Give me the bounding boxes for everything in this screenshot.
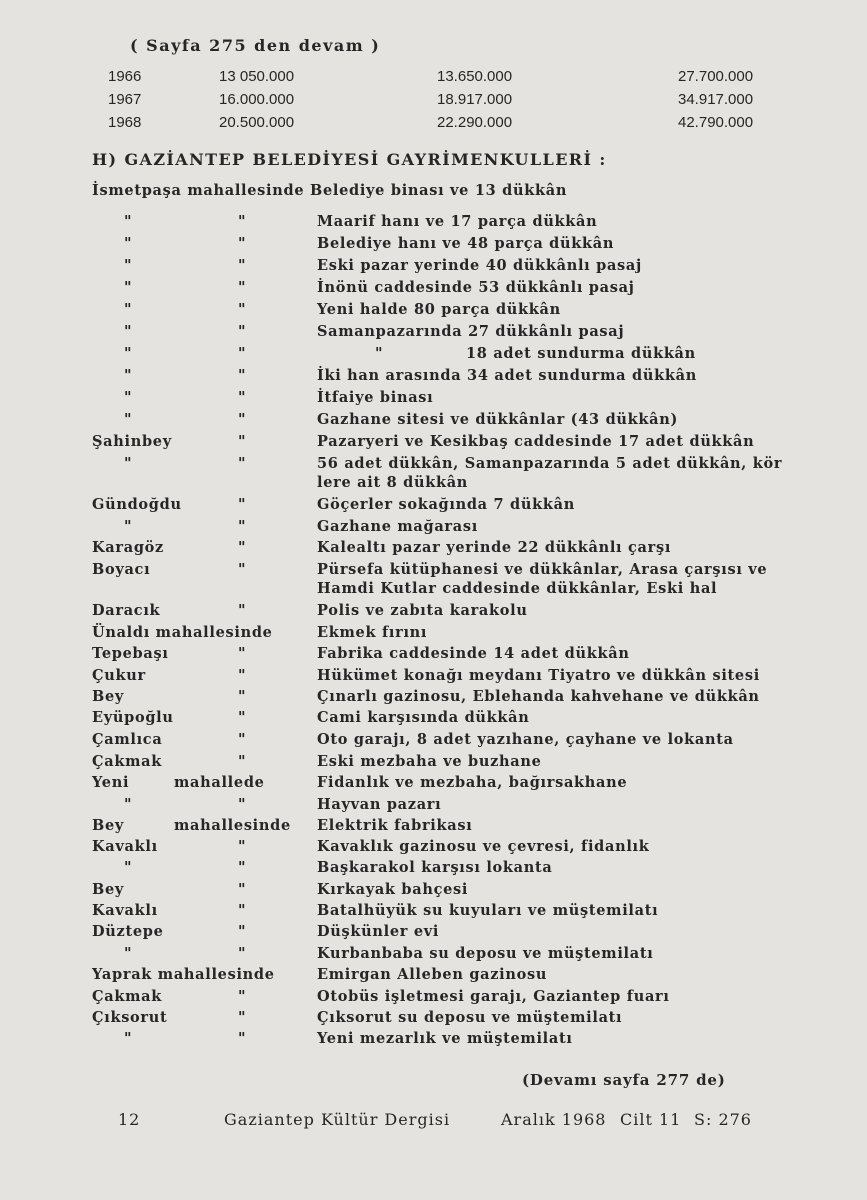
property-row	[92, 751, 782, 772]
property-district: "	[124, 945, 133, 962]
property-district-suffix: "	[238, 1009, 247, 1026]
property-row	[92, 643, 782, 664]
property-district: Çamlıca	[92, 731, 163, 748]
property-row	[92, 707, 782, 728]
property-district-suffix: "	[238, 539, 247, 556]
property-district: Eyüpoğlu	[92, 709, 174, 726]
property-row	[92, 900, 782, 921]
property-district: Yaprak mahallesinde	[92, 966, 275, 983]
property-description: Otobüs işletmesi garajı, Gaziantep fuarı	[317, 988, 670, 1005]
property-district: Tepebaşı	[92, 645, 169, 662]
section-heading: H) GAZİANTEP BELEDİYESİ GAYRİMENKULLERİ :	[92, 150, 607, 169]
property-district-suffix: "	[238, 1030, 247, 1047]
property-district: Bey	[92, 881, 125, 898]
property-description: Kurbanbaba su deposu ve müştemilatı	[317, 945, 654, 962]
property-district: "	[124, 796, 133, 813]
property-district: Karagöz	[92, 539, 164, 556]
property-district: Düztepe	[92, 923, 164, 940]
property-district-suffix: "	[238, 561, 247, 578]
finance-year: 1967	[108, 91, 142, 108]
property-district: Gündoğdu	[92, 496, 182, 513]
property-district: "	[124, 235, 133, 252]
finance-value-b: 13.650.000	[437, 68, 513, 85]
property-row	[92, 921, 782, 942]
property-district: "	[124, 367, 133, 384]
property-district-suffix: "	[238, 796, 247, 813]
property-district-suffix: "	[238, 838, 247, 855]
property-district: Ünaldı mahallesinde	[92, 624, 273, 641]
property-row	[92, 772, 782, 793]
property-row	[92, 879, 782, 900]
property-description: Pazaryeri ve Kesikbaş caddesinde 17 adet dükkân	[317, 433, 755, 450]
property-district: Kavaklı	[92, 902, 158, 919]
property-row	[92, 537, 782, 558]
property-row	[92, 494, 782, 515]
property-district-suffix: "	[238, 279, 247, 296]
property-district-suffix: "	[238, 602, 247, 619]
property-row	[92, 365, 782, 386]
property-row	[92, 1007, 782, 1028]
property-district-suffix: "	[238, 945, 247, 962]
property-district-suffix: "	[238, 667, 247, 684]
property-row	[92, 729, 782, 750]
property-district: "	[124, 859, 133, 876]
property-row	[92, 255, 782, 276]
property-description: Gazhane sitesi ve dükkânlar (43 dükkân)	[317, 411, 679, 428]
property-description: Gazhane mağarası	[317, 518, 478, 535]
property-district-suffix: "	[238, 688, 247, 705]
property-district: Bey	[92, 688, 125, 705]
property-district: "	[124, 213, 133, 230]
property-description: Ekmek fırını	[317, 624, 428, 641]
property-description: Yeni halde 80 parça dükkân	[317, 301, 561, 318]
property-description: Eski mezbaha ve buzhane	[317, 753, 542, 770]
continued-on-note: (Devamı sayfa 277 de)	[522, 1071, 726, 1089]
property-district-suffix: "	[238, 496, 247, 513]
property-district: Daracık	[92, 602, 161, 619]
property-description: Elektrik fabrikası	[317, 817, 473, 834]
property-description: Hükümet konağı meydanı Tiyatro ve dükkân sitesi	[317, 667, 760, 684]
property-district-suffix: "	[238, 433, 247, 450]
property-row	[92, 857, 782, 878]
property-description: İnönü caddesinde 53 dükkânlı pasaj	[317, 279, 635, 296]
property-district-suffix: "	[238, 345, 247, 362]
property-row	[92, 516, 782, 537]
finance-value-b: 22.290.000	[437, 114, 513, 131]
property-description: Hamdi Kutlar caddesinde dükkânlar, Eski hal	[317, 580, 718, 597]
property-row	[92, 343, 782, 364]
property-district-suffix: "	[238, 389, 247, 406]
property-row	[92, 600, 782, 621]
property-row	[92, 180, 782, 201]
property-description: Fabrika caddesinde 14 adet dükkân	[317, 645, 630, 662]
property-district: Kavaklı	[92, 838, 158, 855]
property-district: Çıksorut	[92, 1009, 168, 1026]
volume: Cilt 11	[620, 1110, 682, 1129]
property-district-suffix: "	[238, 753, 247, 770]
property-row	[92, 964, 782, 985]
property-district: "	[124, 323, 133, 340]
property-row	[92, 453, 782, 474]
property-description: Yeni mezarlık ve müştemilatı	[317, 1030, 573, 1047]
property-district: "	[124, 389, 133, 406]
property-district-suffix: "	[238, 213, 247, 230]
property-district-suffix: "	[238, 411, 247, 428]
property-row	[92, 387, 782, 408]
property-district: Yeni	[92, 774, 130, 791]
property-row	[92, 409, 782, 430]
property-row	[92, 665, 782, 686]
finance-value-b: 18.917.000	[437, 91, 513, 108]
property-district: İsmetpaşa mahallesinde Belediye binası ve 13 dükkân	[92, 182, 568, 199]
property-district-suffix: "	[238, 709, 247, 726]
property-row	[92, 794, 782, 815]
property-row	[92, 986, 782, 1007]
property-district: "	[124, 301, 133, 318]
property-row	[92, 472, 782, 493]
finance-value-c: 42.790.000	[678, 114, 754, 131]
property-district: Boyacı	[92, 561, 151, 578]
property-district: Çakmak	[92, 753, 162, 770]
property-district-suffix: "	[238, 988, 247, 1005]
property-district: Çakmak	[92, 988, 162, 1005]
property-district: "	[124, 455, 133, 472]
property-district-suffix: "	[238, 518, 247, 535]
property-row	[92, 321, 782, 342]
property-district-suffix: mahallede	[174, 774, 265, 791]
property-description: Emirgan Alleben gazinosu	[317, 966, 548, 983]
property-description: Batalhüyük su kuyuları ve müştemilatı	[317, 902, 659, 919]
property-district: Çukur	[92, 667, 146, 684]
finance-value-c: 27.700.000	[678, 68, 754, 85]
property-district: Bey	[92, 817, 125, 834]
property-district-suffix: mahallesinde	[174, 817, 291, 834]
property-row	[92, 233, 782, 254]
property-description: İki han arasında 34 adet sundurma dükkân	[317, 367, 697, 384]
property-description: Oto garajı, 8 adet yazıhane, çayhane ve lokanta	[317, 731, 734, 748]
property-row	[92, 431, 782, 452]
property-description: Cami karşısında dükkân	[317, 709, 530, 726]
property-description: İtfaiye binası	[317, 389, 434, 406]
property-description: Kalealtı pazar yerinde 22 dükkânlı çarşı	[317, 539, 672, 556]
property-district-suffix: "	[238, 881, 247, 898]
property-district: "	[124, 1030, 133, 1047]
property-district: "	[124, 257, 133, 274]
property-description: Kırkayak bahçesi	[317, 881, 469, 898]
property-description: "	[375, 345, 384, 362]
property-description: Pürsefa kütüphanesi ve dükkânlar, Arasa çarşısı ve	[317, 561, 768, 578]
issue-page: S: 276	[694, 1110, 752, 1129]
property-row	[92, 559, 782, 580]
property-district: "	[124, 518, 133, 535]
finance-value-c: 34.917.000	[678, 91, 754, 108]
property-description: Maarif hanı ve 17 parça dükkân	[317, 213, 598, 230]
property-description: Polis ve zabıta karakolu	[317, 602, 528, 619]
property-row	[92, 578, 782, 599]
finance-value-a: 16.000.000	[219, 91, 295, 108]
property-description: Çınarlı gazinosu, Eblehanda kahvehane ve dükkân	[317, 688, 760, 705]
finance-value-a: 13 050.000	[219, 68, 295, 85]
property-description: Samanpazarında 27 dükkânlı pasaj	[317, 323, 625, 340]
property-district-suffix: "	[238, 367, 247, 384]
page-number: 12	[118, 1110, 141, 1129]
property-district-suffix: "	[238, 323, 247, 340]
property-district-suffix: "	[238, 731, 247, 748]
property-row	[92, 943, 782, 964]
property-district-suffix: "	[238, 923, 247, 940]
property-row	[92, 815, 782, 836]
property-row	[92, 622, 782, 643]
property-description: Kavaklık gazinosu ve çevresi, fidanlık	[317, 838, 650, 855]
property-district-suffix: "	[238, 235, 247, 252]
property-district: "	[124, 411, 133, 428]
property-description: Fidanlık ve mezbaha, bağırsakhane	[317, 774, 628, 791]
journal-name: Gaziantep Kültür Dergisi	[224, 1110, 451, 1129]
property-district-suffix: "	[238, 645, 247, 662]
property-description-continued: 18 adet sundurma dükkân	[466, 345, 696, 362]
property-district: "	[124, 279, 133, 296]
property-district: "	[124, 345, 133, 362]
property-district-suffix: "	[238, 301, 247, 318]
finance-year: 1966	[108, 68, 142, 85]
property-row	[92, 686, 782, 707]
finance-value-a: 20.500.000	[219, 114, 295, 131]
property-description: Çıksorut su deposu ve müştemilatı	[317, 1009, 623, 1026]
property-description: Göçerler sokağında 7 dükkân	[317, 496, 575, 513]
property-district-suffix: "	[238, 859, 247, 876]
property-description: Eski pazar yerinde 40 dükkânlı pasaj	[317, 257, 642, 274]
property-row	[92, 1028, 782, 1049]
continued-from-note: ( Sayfa 275 den devam )	[130, 36, 381, 55]
property-description: Belediye hanı ve 48 parça dükkân	[317, 235, 615, 252]
property-district-suffix: "	[238, 455, 247, 472]
property-district-suffix: "	[238, 257, 247, 274]
finance-year: 1968	[108, 114, 142, 131]
property-row	[92, 299, 782, 320]
property-district: Şahinbey	[92, 433, 172, 450]
property-row	[92, 277, 782, 298]
property-description: 56 adet dükkân, Samanpazarında 5 adet dükkân, kör	[317, 455, 783, 472]
property-description: Düşkünler evi	[317, 923, 440, 940]
property-description: Başkarakol karşısı lokanta	[317, 859, 553, 876]
property-description: lere ait 8 dükkân	[317, 474, 469, 491]
property-district-suffix: "	[238, 902, 247, 919]
property-row	[92, 836, 782, 857]
issue-date: Aralık 1968	[501, 1110, 607, 1129]
property-row	[92, 211, 782, 232]
property-description: Hayvan pazarı	[317, 796, 442, 813]
